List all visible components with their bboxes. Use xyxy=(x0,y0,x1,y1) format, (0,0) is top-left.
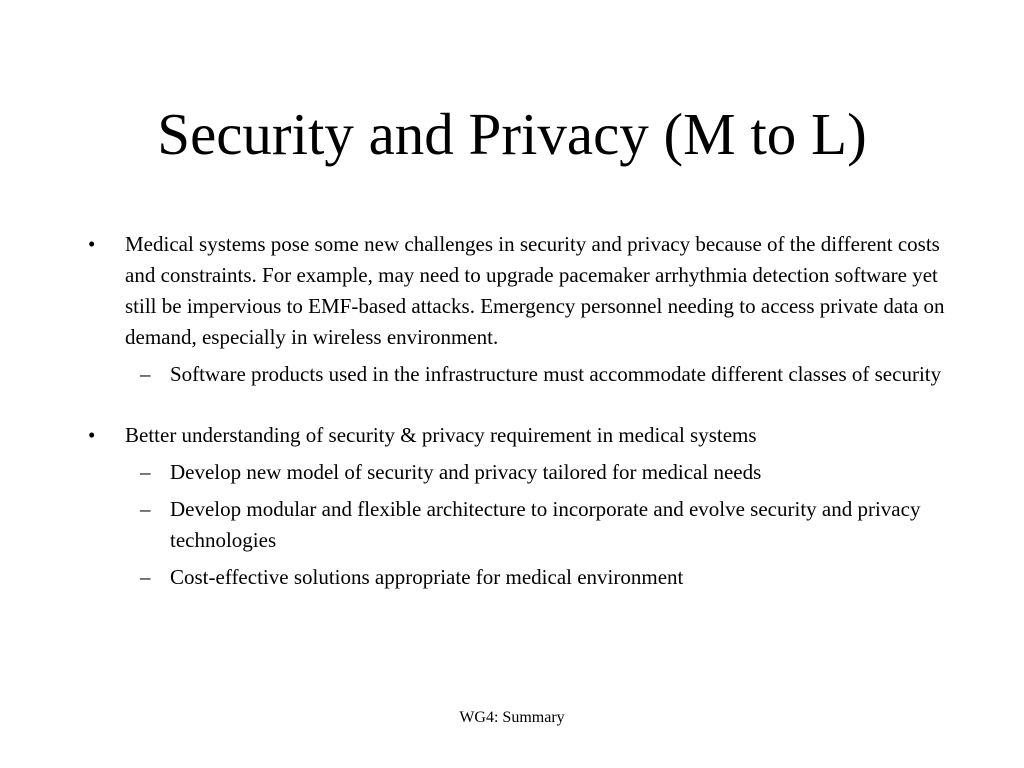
sub-bullet-text: Develop new model of security and privacy tailored for medical needs xyxy=(170,460,762,484)
bullet-text: Better understanding of security & privacy requirement in medical systems xyxy=(125,423,757,447)
bullet-text: Medical systems pose some new challenges in security and privacy because of the different costs and constraints. For example, may need to upgrade pacemaker arrhythmia detection software yet still be impervious to EMF-based attacks. Emergency personnel needing to access private data on demand, especially in wireless environment. xyxy=(125,232,945,349)
sub-bullet-marker: – xyxy=(140,497,151,521)
sub-bullet-marker: – xyxy=(140,362,151,386)
sub-bullet-text: Develop modular and flexible architecture to incorporate and evolve security and privacy technologies xyxy=(170,497,921,552)
sub-bullet-item xyxy=(88,359,948,390)
sub-bullet-item xyxy=(88,562,948,593)
slide-footer: WG4: Summary xyxy=(459,709,565,726)
bullet-item xyxy=(88,229,948,353)
sub-bullet-marker: – xyxy=(140,460,151,484)
sub-bullet-item xyxy=(88,494,948,556)
sub-bullet-marker: – xyxy=(140,565,151,589)
slide-content xyxy=(88,229,948,593)
slide-title: Security and Privacy (M to L) xyxy=(157,101,867,167)
sub-bullet-text: Software products used in the infrastructure must accommodate different classes of security xyxy=(170,362,942,386)
bullet-item xyxy=(88,420,948,451)
sub-bullet-item xyxy=(88,457,948,488)
bullet-marker: • xyxy=(88,232,96,256)
bullet-marker: • xyxy=(88,423,96,447)
sub-bullet-text: Cost-effective solutions appropriate for medical environment xyxy=(170,565,684,589)
